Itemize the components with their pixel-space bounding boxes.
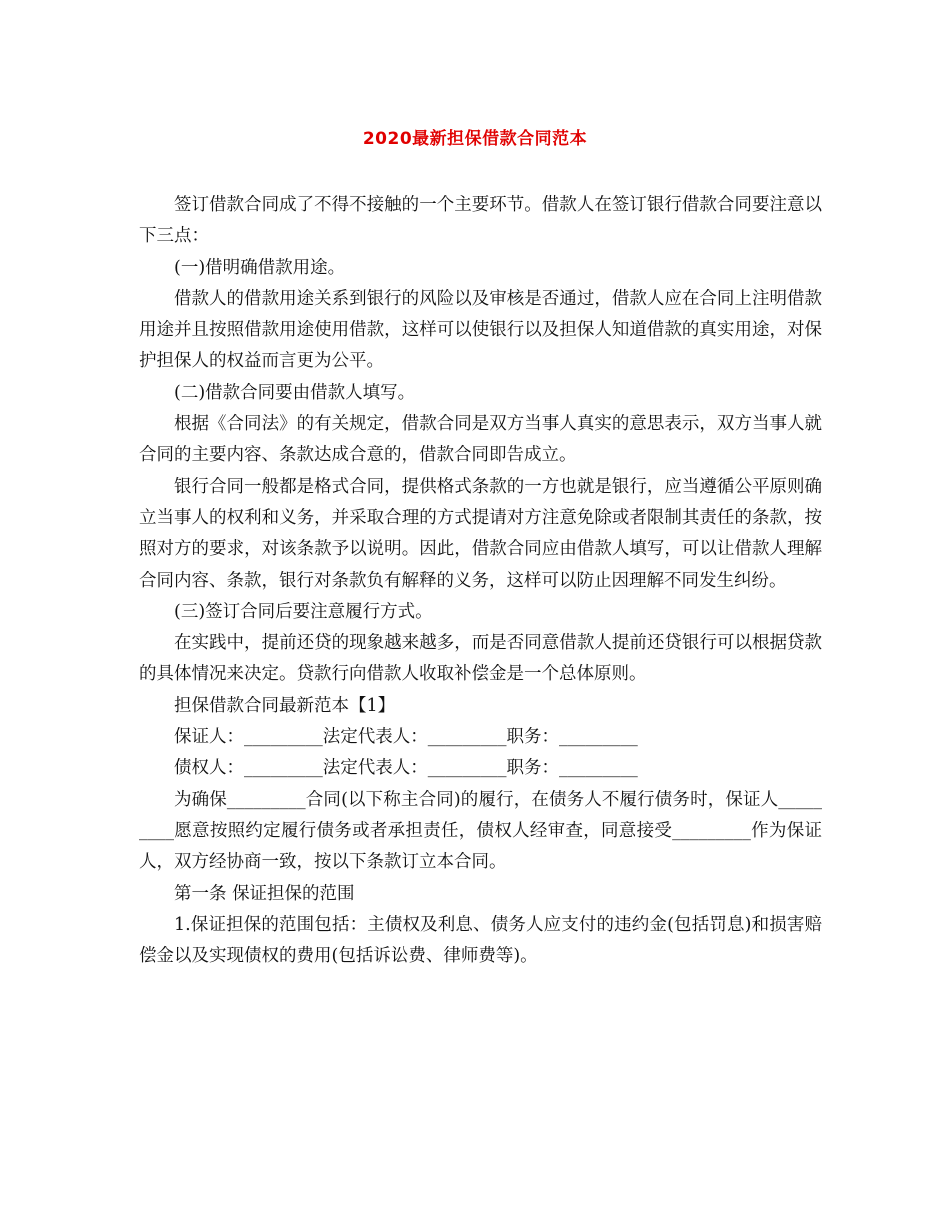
paragraph: (一)借明确借款用途。 xyxy=(174,257,346,278)
paragraph: (二)借款合同要由借款人填写。 xyxy=(174,382,416,403)
paragraph: 借款人的借款用途关系到银行的风险以及审核是否通过，借款人应在合同上注明借款用途并且按照借款用途使用借款，这样可以使银行以及担保人知道借款的真实用途，对保护担保人的权益而言更为公平。 xyxy=(139,288,822,372)
section-heading: 担保借款合同最新范本【1】 xyxy=(174,695,396,716)
paragraph: (三)签订合同后要注意履行方式。 xyxy=(174,601,433,622)
document-title: 2020最新担保借款合同范本 xyxy=(362,129,588,149)
paragraph: 签订借款合同成了不得不接触的一个主要环节。借款人在签订银行借款合同要注意以下三点： xyxy=(139,195,822,247)
paragraph: 银行合同一般都是格式合同，提供格式条款的一方也就是银行，应当遵循公平原则确立当事人的权利和义务，并采取合理的方式提请对方注意免除或者限制其责任的条款，按照对方的要求，对该条款予以说明。因此，借款合同应由借款人填写，可以让借款人理解合同内容、条款，银行对条款负有解释的义务，这样可以防止因理解不同发生纠纷。 xyxy=(139,476,822,591)
document-body xyxy=(139,190,822,972)
article-heading: 第一条 保证担保的范围 xyxy=(174,883,355,904)
paragraph: 根据《合同法》的有关规定，借款合同是双方当事人真实的意思表示，双方当事人就合同的主要内容、条款达成合意的，借款合同即告成立。 xyxy=(139,414,822,466)
paragraph: 为确保_________合同(以下称主合同)的履行，在债务人不履行债务时，保证人_________愿意按照约定履行债务或者承担责任，债权人经审查，同意接受_________作为保证人，双方经协商一致，按以下条款订立本合同。 xyxy=(139,789,822,873)
paragraph: 在实践中，提前还贷的现象越来越多，而是否同意借款人提前还贷银行可以根据贷款的具体情况来决定。贷款行向借款人收取补偿金是一个总体原则。 xyxy=(139,633,822,685)
signature-line: 债权人：_________法定代表人：_________职务：_________ xyxy=(174,758,638,779)
signature-line: 保证人：_________法定代表人：_________职务：_________ xyxy=(174,727,638,748)
paragraph: 1.保证担保的范围包括：主债权及利息、债务人应支付的违约金(包括罚息)和损害赔偿金以及实现债权的费用(包括诉讼费、律师费等)。 xyxy=(139,914,822,967)
